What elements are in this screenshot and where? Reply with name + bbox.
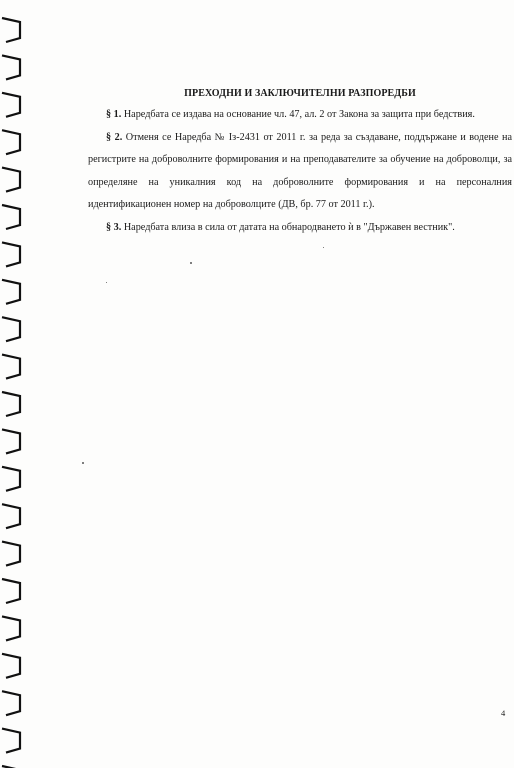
spiral-ring [2, 504, 20, 528]
spiral-ring [2, 616, 20, 640]
document-body [88, 86, 512, 239]
paragraph-1 [88, 104, 512, 127]
paragraph-3-label: § 3. [106, 221, 122, 233]
spiral-ring [2, 729, 20, 753]
spiral-ring [2, 654, 20, 678]
scan-speck [82, 462, 84, 464]
scan-speck [106, 282, 107, 283]
page-number: 4 [501, 708, 506, 718]
paragraph-2-label: § 2. [106, 131, 123, 143]
spiral-ring [2, 280, 20, 304]
paragraph-3-text: Наредбата влиза в сила от датата на обнародването ѝ в "Държавен вестник". [121, 221, 455, 233]
spiral-ring [2, 93, 20, 117]
spiral-binding [0, 0, 26, 768]
spiral-ring [2, 242, 20, 266]
spiral-ring [2, 467, 20, 491]
spiral-ring [2, 429, 20, 453]
paragraph-1-label: § 1. [106, 109, 122, 120]
paragraph-2 [88, 127, 512, 217]
spiral-ring [2, 579, 20, 603]
section-heading: ПРЕХОДНИ И ЗАКЛЮЧИТЕЛНИ РАЗПОРЕДБИ [184, 88, 416, 99]
paragraph-3 [88, 217, 512, 240]
spiral-ring [2, 18, 20, 42]
spiral-ring [2, 355, 20, 379]
spiral-ring [2, 691, 20, 715]
spiral-ring [2, 317, 20, 341]
spiral-ring [2, 542, 20, 566]
spiral-ring [2, 392, 20, 416]
spiral-ring [2, 205, 20, 229]
scan-speck [190, 262, 192, 264]
spiral-ring [2, 168, 20, 192]
spiral-ring [2, 130, 20, 154]
paragraph-1-text: Наредбата се издава на основание чл. 47, ал. 2 от Закона за защита при бедствия. [121, 109, 475, 120]
spiral-ring [2, 55, 20, 79]
scan-speck [323, 247, 324, 248]
paragraph-2-text: Отменя се Наредба № Із-2431 от 2011 г. за реда за създаване, поддържане и водене на регистрите на доброволните формирования и на преподавателите за обучение на доброволци, за определяне на уникалния код на доброволните формирования и на персоналния идентификационен номер на доброволците (ДВ, бр. 77 от 2011 г.). [88, 131, 512, 210]
